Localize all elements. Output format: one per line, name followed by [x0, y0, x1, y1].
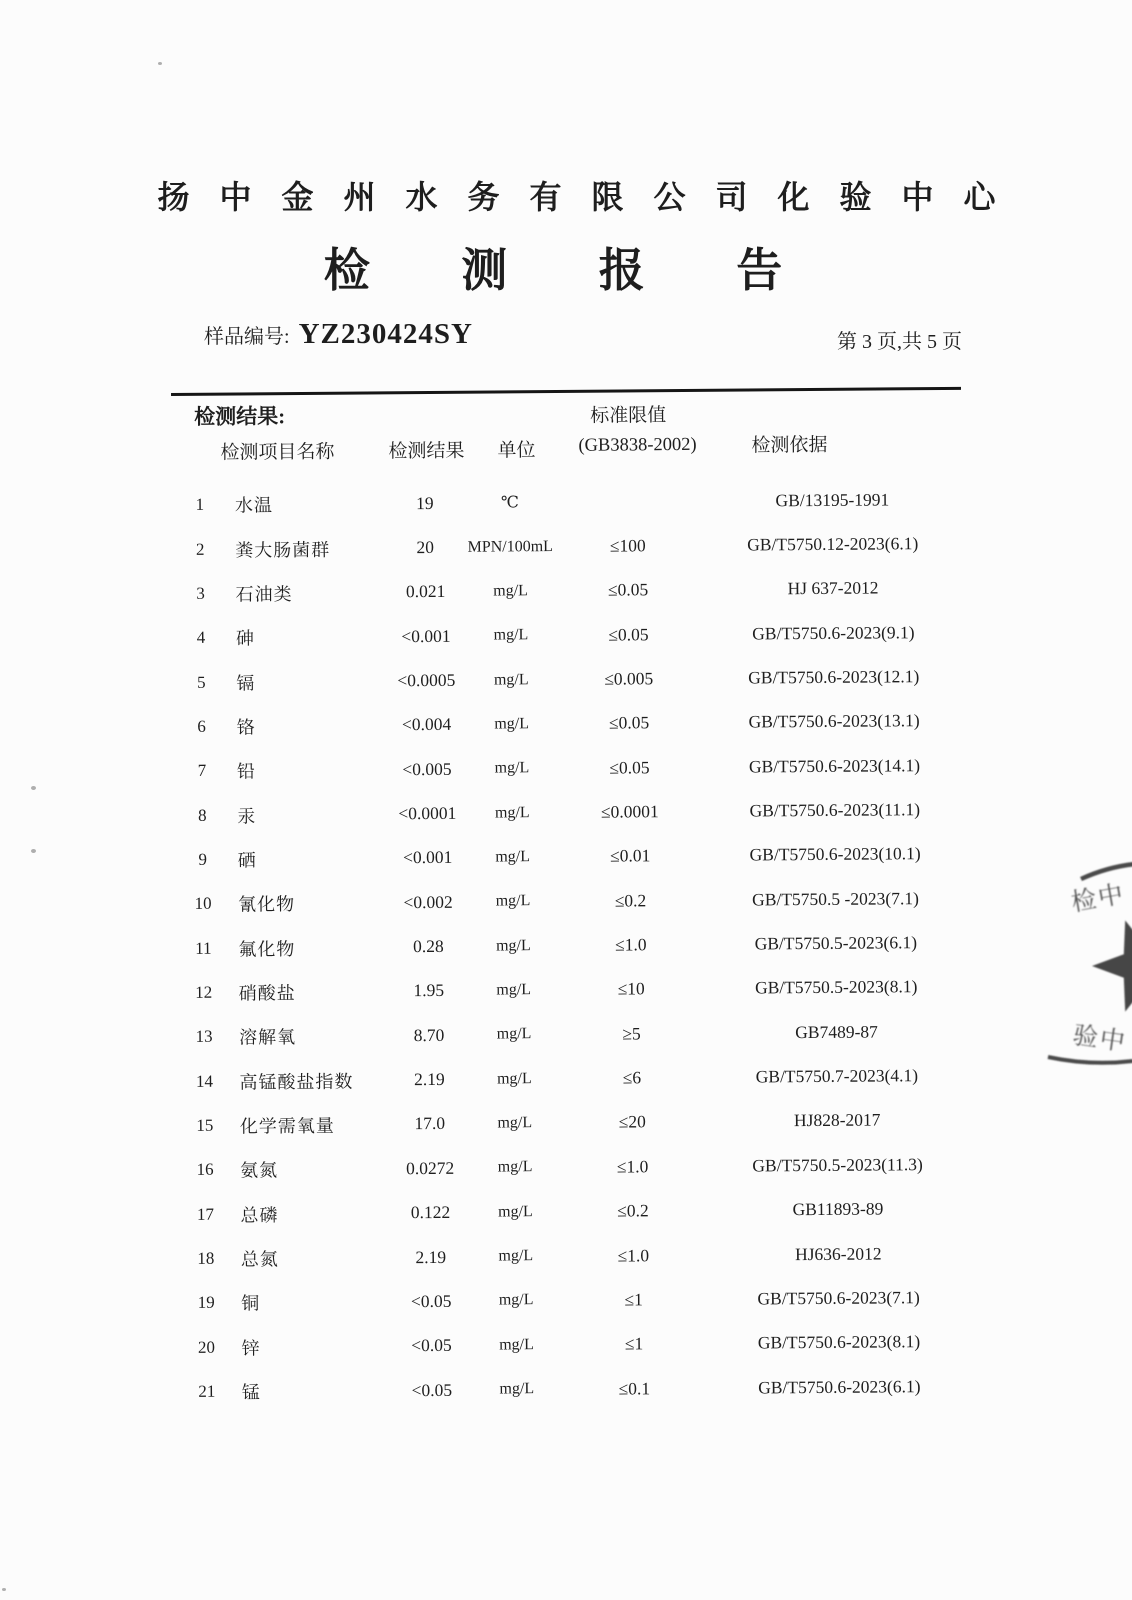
row-number: 6 — [197, 716, 206, 736]
result-value: 1.95 — [413, 980, 445, 1001]
test-basis: GB11893-89 — [792, 1198, 884, 1220]
result-value: 2.19 — [414, 1069, 445, 1090]
result-value: 20 — [416, 536, 435, 558]
table-row — [177, 743, 967, 794]
test-basis: GB/T5750.6-2023(10.1) — [749, 843, 921, 865]
row-number: 9 — [198, 849, 208, 869]
table-row — [182, 1364, 972, 1415]
unit-value: mg/L — [499, 1335, 534, 1354]
table-row — [176, 654, 966, 705]
result-value: <0.05 — [411, 1379, 453, 1400]
standard-limit: ≤10 — [617, 978, 645, 1000]
item-name: 铜 — [241, 1293, 261, 1314]
standard-limit: ≤0.05 — [609, 757, 650, 778]
item-name: 锌 — [241, 1338, 261, 1359]
item-name: 硒 — [237, 850, 257, 871]
item-name: 溶解氧 — [239, 1027, 297, 1048]
unit-value: mg/L — [495, 892, 531, 910]
table-row — [175, 565, 965, 616]
table-row — [180, 1098, 970, 1149]
result-value: <0.001 — [401, 625, 451, 646]
standard-limit: ≤0.01 — [609, 845, 651, 867]
standard-limit: ≤0.2 — [617, 1200, 649, 1221]
test-basis: GB/T5750.7-2023(4.1) — [755, 1065, 919, 1087]
result-value: <0.005 — [402, 758, 452, 779]
unit-value: mg/L — [496, 1025, 532, 1043]
unit-value: mg/L — [495, 848, 531, 866]
test-basis: GB/T5750.6-2023(12.1) — [748, 666, 920, 688]
result-value: <0.05 — [410, 1290, 452, 1312]
row-number: 8 — [198, 805, 207, 825]
table-row — [181, 1319, 971, 1370]
sample-number-label: 样品编号: — [204, 326, 290, 348]
item-name: 砷 — [235, 628, 256, 649]
scan-artifact — [158, 62, 162, 65]
standard-limit: ≥5 — [622, 1023, 641, 1044]
test-basis: HJ828-2017 — [793, 1109, 881, 1131]
item-name: 汞 — [237, 805, 257, 827]
row-number: 2 — [195, 539, 205, 559]
standard-limit: ≤0.1 — [618, 1377, 651, 1399]
sample-line — [204, 318, 473, 351]
unit-value: mg/L — [497, 1158, 533, 1176]
unit-value: mg/L — [494, 759, 530, 777]
standard-limit: ≤0.0001 — [600, 801, 659, 822]
row-number: 4 — [196, 627, 206, 648]
result-value: 0.0272 — [405, 1157, 455, 1179]
divider-line — [171, 387, 961, 396]
row-number: 7 — [197, 761, 207, 781]
column-header-limit-line1: 标准限值 — [590, 405, 667, 427]
row-number: 10 — [194, 894, 212, 914]
column-header-result: 检测结果 — [388, 440, 465, 463]
table-row — [180, 1186, 970, 1237]
results-table — [174, 374, 974, 1420]
seal-top-text: 检中 — [1069, 880, 1128, 917]
row-number: 17 — [196, 1204, 215, 1224]
sample-number-value: YZ230424SY — [298, 318, 473, 350]
item-name: 铅 — [236, 761, 257, 782]
standard-limit: ≤6 — [622, 1067, 642, 1088]
standard-limit: ≤1 — [624, 1289, 643, 1310]
table-row — [178, 920, 968, 971]
test-basis: GB/13195-1991 — [775, 489, 890, 510]
row-number: 19 — [197, 1293, 215, 1313]
unit-value: mg/L — [497, 1114, 533, 1132]
section-label: 检测结果: — [194, 404, 286, 429]
row-number: 5 — [196, 672, 206, 692]
test-basis: GB/T5750.6-2023(8.1) — [757, 1331, 921, 1353]
standard-limit: ≤0.05 — [608, 623, 649, 645]
unit-value: mg/L — [497, 1069, 532, 1088]
unit-value: mg/L — [493, 582, 528, 600]
standard-limit: ≤1.0 — [616, 1156, 649, 1177]
standard-limit: ≤0.05 — [608, 712, 650, 733]
row-number: 11 — [195, 938, 212, 958]
row-number: 13 — [195, 1027, 213, 1047]
standard-limit: ≤1 — [624, 1333, 644, 1354]
column-header-unit: 单位 — [497, 440, 536, 462]
test-basis: GB/T5750.6-2023(11.1) — [749, 799, 921, 821]
standard-limit: ≤1.0 — [617, 1244, 650, 1266]
result-value: <0.05 — [411, 1335, 452, 1356]
scan-artifact — [31, 849, 36, 853]
table-row — [179, 1053, 969, 1104]
result-value: <0.004 — [401, 714, 452, 735]
scan-artifact — [31, 786, 36, 790]
test-basis: GB/T5750.5-2023(6.1) — [754, 932, 918, 954]
row-number: 16 — [196, 1160, 214, 1180]
unit-value: mg/L — [493, 626, 529, 644]
unit-value: mg/L — [498, 1247, 534, 1265]
test-basis: GB/T5750.6-2023(13.1) — [748, 710, 920, 732]
table-row — [177, 787, 967, 838]
official-seal-fragment — [1045, 833, 1132, 1078]
item-name: 水温 — [234, 495, 273, 516]
standard-limit: ≤0.2 — [614, 890, 647, 911]
test-basis: HJ 637-2012 — [787, 577, 879, 599]
row-number: 18 — [197, 1248, 215, 1268]
table-row — [181, 1275, 971, 1326]
row-number: 15 — [196, 1115, 214, 1135]
table-row — [176, 699, 966, 750]
result-value: 8.70 — [413, 1024, 445, 1045]
result-value: 17.0 — [414, 1113, 446, 1134]
row-number: 3 — [196, 583, 205, 603]
item-name: 氨氮 — [240, 1160, 279, 1181]
unit-value: mg/L — [493, 670, 529, 689]
standard-limit: ≤0.05 — [607, 579, 649, 600]
unit-value: ℃ — [500, 494, 519, 512]
unit-value: mg/L — [496, 981, 532, 999]
test-basis: HJ636-2012 — [794, 1243, 882, 1264]
item-name: 石油类 — [235, 583, 293, 605]
test-basis: GB/T5750.5 -2023(7.1) — [752, 887, 919, 910]
column-header-item: 检测项目名称 — [220, 441, 335, 464]
item-name: 总磷 — [240, 1204, 279, 1226]
report-title: 检 测 报 告 — [323, 245, 823, 296]
unit-value: mg/L — [498, 1291, 534, 1309]
table-row — [179, 1009, 969, 1060]
test-basis: GB7489-87 — [795, 1021, 878, 1042]
column-header-limit-line2: (GB3838-2002) — [578, 434, 697, 456]
test-basis: GB/T5750.6-2023(6.1) — [758, 1375, 921, 1398]
result-value: 19 — [416, 492, 434, 513]
test-basis: GB/T5750.12-2023(6.1) — [747, 533, 919, 555]
row-number: 12 — [195, 982, 213, 1002]
item-name: 总氮 — [240, 1249, 279, 1270]
test-basis: GB/T5750.6-2023(7.1) — [757, 1287, 920, 1309]
table-row — [180, 1142, 970, 1193]
test-basis: GB/T5750.6-2023(14.1) — [748, 754, 921, 777]
scan-artifact — [2, 1588, 6, 1591]
table-row — [175, 521, 965, 572]
item-name: 硝酸盐 — [238, 983, 296, 1004]
result-value: <0.0005 — [397, 669, 456, 691]
item-name: 氟化物 — [238, 938, 296, 960]
row-number: 14 — [195, 1071, 213, 1091]
item-name: 氰化物 — [237, 894, 296, 915]
result-value: 2.19 — [415, 1246, 447, 1267]
result-value: <0.002 — [403, 891, 453, 912]
standard-limit: ≤20 — [618, 1111, 646, 1133]
standard-limit: ≤1.0 — [615, 934, 647, 955]
table-row — [178, 832, 968, 883]
column-header-basis: 检测依据 — [751, 434, 828, 457]
test-basis: GB/T5750.5-2023(11.3) — [752, 1153, 923, 1176]
row-number: 20 — [197, 1337, 216, 1357]
seal-bottom-text: 验中 — [1071, 1022, 1129, 1057]
table-row — [175, 477, 965, 528]
table-row — [179, 965, 969, 1016]
standard-limit: ≤0.005 — [604, 668, 654, 689]
result-value: 0.28 — [412, 936, 444, 957]
test-basis: GB/T5750.6-2023(9.1) — [752, 621, 915, 644]
item-name: 高锰酸盐指数 — [239, 1071, 354, 1093]
page-indicator: 第 3 页,共 5 页 — [837, 331, 962, 353]
star-icon — [1092, 920, 1132, 1011]
org-title: 扬 中 金 州 水 务 有 限 公 司 化 验 中 心 — [157, 179, 1007, 215]
standard-limit: ≤100 — [609, 535, 646, 556]
unit-value: mg/L — [498, 1202, 533, 1221]
item-name: 粪大肠菌群 — [235, 539, 331, 561]
table-row — [176, 610, 966, 661]
result-value: 0.122 — [410, 1202, 451, 1223]
test-basis: GB/T5750.5-2023(8.1) — [754, 976, 918, 998]
standard-limit — [555, 501, 700, 502]
table-rows — [175, 477, 972, 1414]
unit-value: mg/L — [494, 715, 530, 733]
result-value: <0.0001 — [398, 802, 457, 824]
unit-value: mg/L — [499, 1380, 535, 1398]
item-name: 化学需氧量 — [239, 1115, 335, 1137]
table-row — [178, 876, 968, 927]
result-value: 0.021 — [405, 581, 446, 602]
item-name: 镉 — [236, 672, 256, 694]
result-value: <0.001 — [402, 847, 453, 868]
unit-value: mg/L — [494, 803, 530, 822]
unit-value: MPN/100mL — [467, 537, 553, 556]
unit-value: mg/L — [495, 936, 531, 955]
item-name: 铬 — [236, 717, 256, 738]
table-row — [181, 1231, 971, 1282]
item-name: 锰 — [241, 1382, 261, 1403]
row-number: 1 — [195, 494, 205, 515]
row-number: 21 — [198, 1381, 216, 1401]
